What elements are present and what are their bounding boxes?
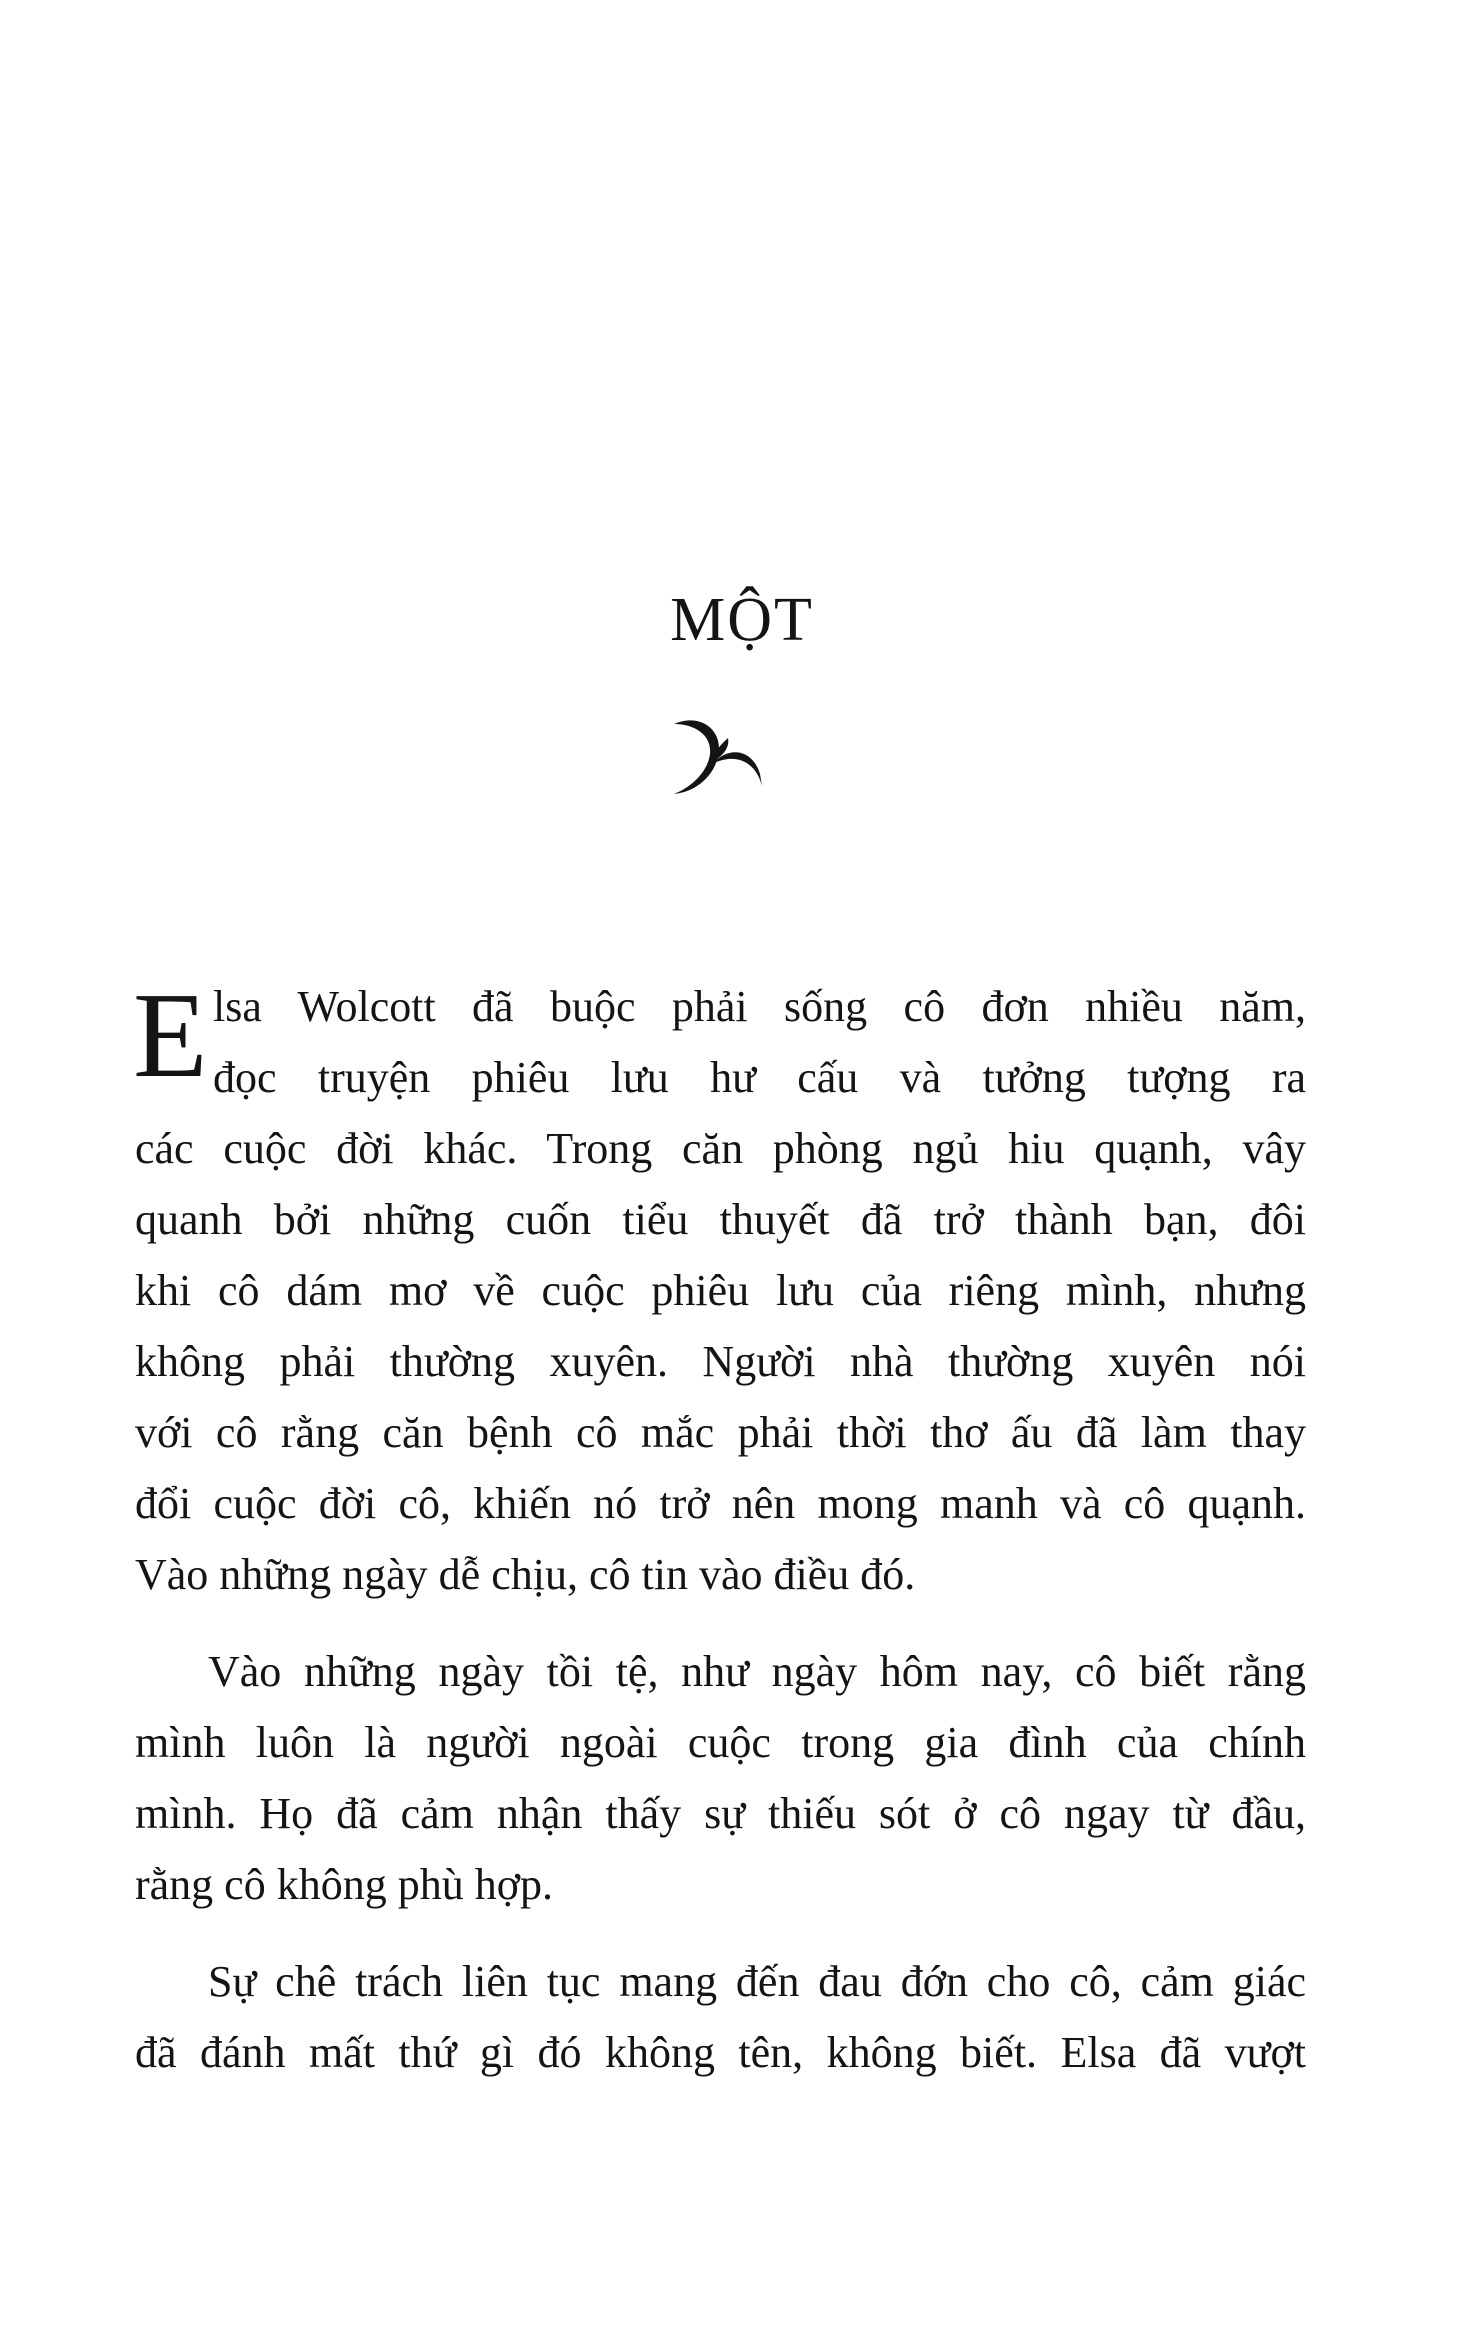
text-line: quanh bởi những cuốn tiểu thuyết đã trở thành bạn, đôi xyxy=(135,1195,1306,1244)
text-line: đổi cuộc đời cô, khiến nó trở nên mong manh và cô quạnh. xyxy=(135,1479,1306,1528)
text-line: không phải thường xuyên. Người nhà thường xuyên nói xyxy=(135,1337,1306,1386)
paragraph-2 xyxy=(135,1636,1306,1920)
text-line: các cuộc đời khác. Trong căn phòng ngủ hiu quạnh, vây xyxy=(135,1124,1306,1173)
chapter-title: MỘT xyxy=(670,586,814,654)
paragraph-1 xyxy=(133,968,1306,1610)
text-line: Sự chê trách liên tục mang đến đau đớn cho cô, cảm giác xyxy=(208,1957,1306,2006)
text-line: rằng cô không phù hợp. xyxy=(135,1860,553,1909)
paragraph-3 xyxy=(135,1946,1306,2088)
body-text xyxy=(133,968,1306,2114)
fleuron-icon xyxy=(672,718,764,796)
text-line: Vào những ngày dễ chịu, cô tin vào điều đó. xyxy=(135,1550,916,1599)
text-line: Vào những ngày tồi tệ, như ngày hôm nay, cô biết rằng xyxy=(208,1647,1306,1696)
text-line: đọc truyện phiêu lưu hư cấu và tưởng tượng ra xyxy=(213,1053,1306,1102)
drop-cap: E xyxy=(133,968,208,1103)
text-line: với cô rằng căn bệnh cô mắc phải thời thơ ấu đã làm thay xyxy=(135,1408,1306,1457)
text-line: lsa Wolcott đã buộc phải sống cô đơn nhiều năm, xyxy=(213,982,1306,1031)
text-line: đã đánh mất thứ gì đó không tên, không biết. Elsa đã vượt xyxy=(135,2028,1306,2077)
text-line: khi cô dám mơ về cuộc phiêu lưu của riêng mình, nhưng xyxy=(135,1266,1306,1315)
text-line: mình. Họ đã cảm nhận thấy sự thiếu sót ở cô ngay từ đầu, xyxy=(135,1789,1306,1838)
text-line: mình luôn là người ngoài cuộc trong gia đình của chính xyxy=(135,1718,1306,1767)
